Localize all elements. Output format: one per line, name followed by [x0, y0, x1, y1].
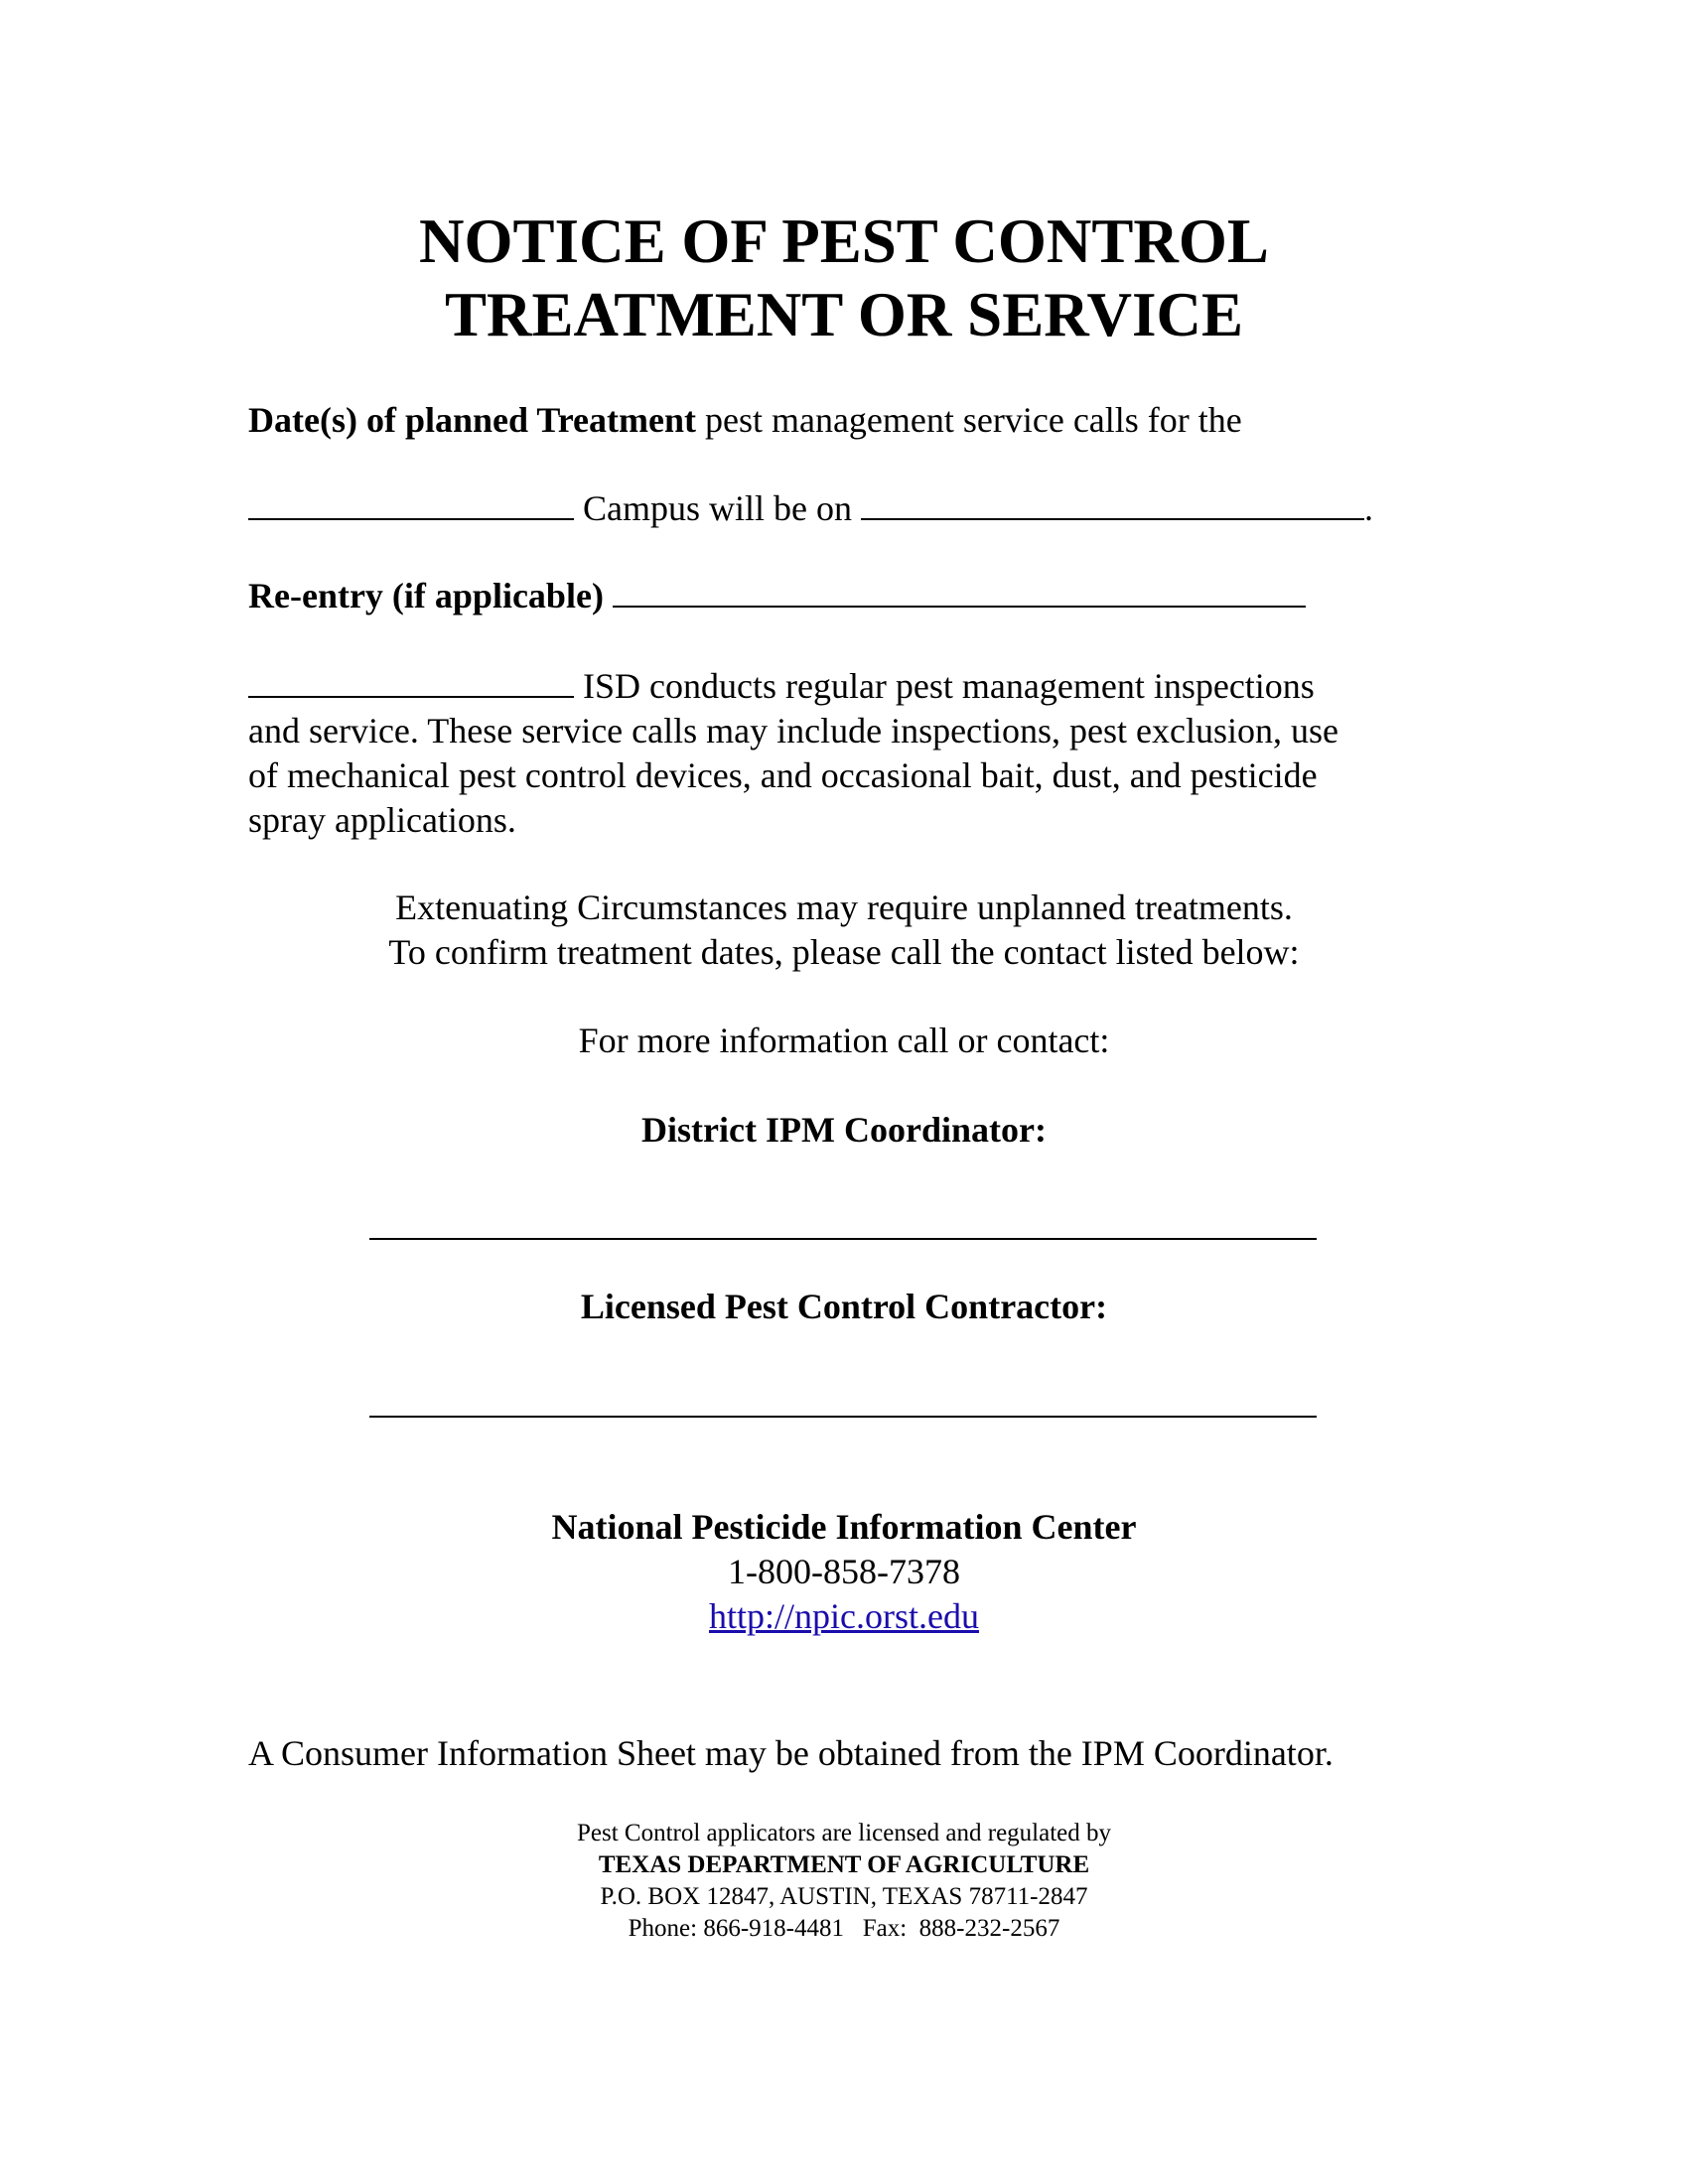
dates-label: Date(s) of planned Treatment: [248, 400, 696, 440]
paragraph-line-1: [248, 668, 1315, 704]
footer-address: P.O. BOX 12847, AUSTIN, TEXAS 78711-2847: [600, 1883, 1088, 1910]
paragraph-line-2: and service. These service calls may include inspections, pest exclusion, use: [248, 711, 1338, 751]
contact-intro: For more information call or contact:: [578, 1021, 1110, 1060]
npic-name: National Pesticide Information Center: [551, 1507, 1137, 1547]
paragraph-line-1-text: ISD conducts regular pest management inspections: [583, 666, 1315, 706]
treatment-date-blank[interactable]: [861, 517, 1364, 520]
footer-agency: TEXAS DEPARTMENT OF AGRICULTURE: [598, 1851, 1090, 1878]
dates-label-rest: pest management service calls for the: [704, 400, 1242, 440]
page-title-line-2: TREATMENT OR SERVICE: [444, 280, 1244, 349]
campus-period: .: [1363, 488, 1373, 528]
isd-name-blank[interactable]: [248, 695, 574, 698]
campus-line: [248, 490, 1373, 526]
paragraph-line-3: of mechanical pest control devices, and occasional bait, dust, and pesticide: [248, 755, 1318, 795]
district-ipm-label: District IPM Coordinator:: [641, 1110, 1047, 1150]
extenuating-line-1: Extenuating Circumstances may require unplanned treatments.: [395, 887, 1293, 927]
campus-name-blank[interactable]: [248, 517, 574, 520]
paragraph-line-4: spray applications.: [248, 800, 516, 840]
npic-phone: 1-800-858-7378: [728, 1552, 960, 1591]
footer-contact: Phone: 866-918-4481 Fax: 888-232-2567: [628, 1915, 1060, 1942]
dates-line: [248, 402, 1242, 438]
contractor-label: Licensed Pest Control Contractor:: [580, 1287, 1108, 1326]
page-title-line-1: NOTICE OF PEST CONTROL: [419, 206, 1269, 276]
npic-link-row: [0, 1598, 1688, 1634]
extenuating-line-2: To confirm treatment dates, please call the contact listed below:: [388, 932, 1300, 972]
campus-text: Campus will be on: [583, 488, 852, 528]
reentry-label: Re-entry (if applicable): [248, 576, 604, 615]
consumer-sheet-note: A Consumer Information Sheet may be obtained from the IPM Coordinator.: [248, 1733, 1334, 1773]
contractor-blank[interactable]: [369, 1416, 1317, 1418]
reentry-blank[interactable]: [613, 605, 1306, 608]
reentry-line: [248, 578, 1306, 614]
district-ipm-blank[interactable]: [369, 1238, 1317, 1240]
footer-line-1: Pest Control applicators are licensed and regulated by: [576, 1820, 1112, 1846]
npic-link[interactable]: http://npic.orst.edu: [709, 1596, 979, 1636]
